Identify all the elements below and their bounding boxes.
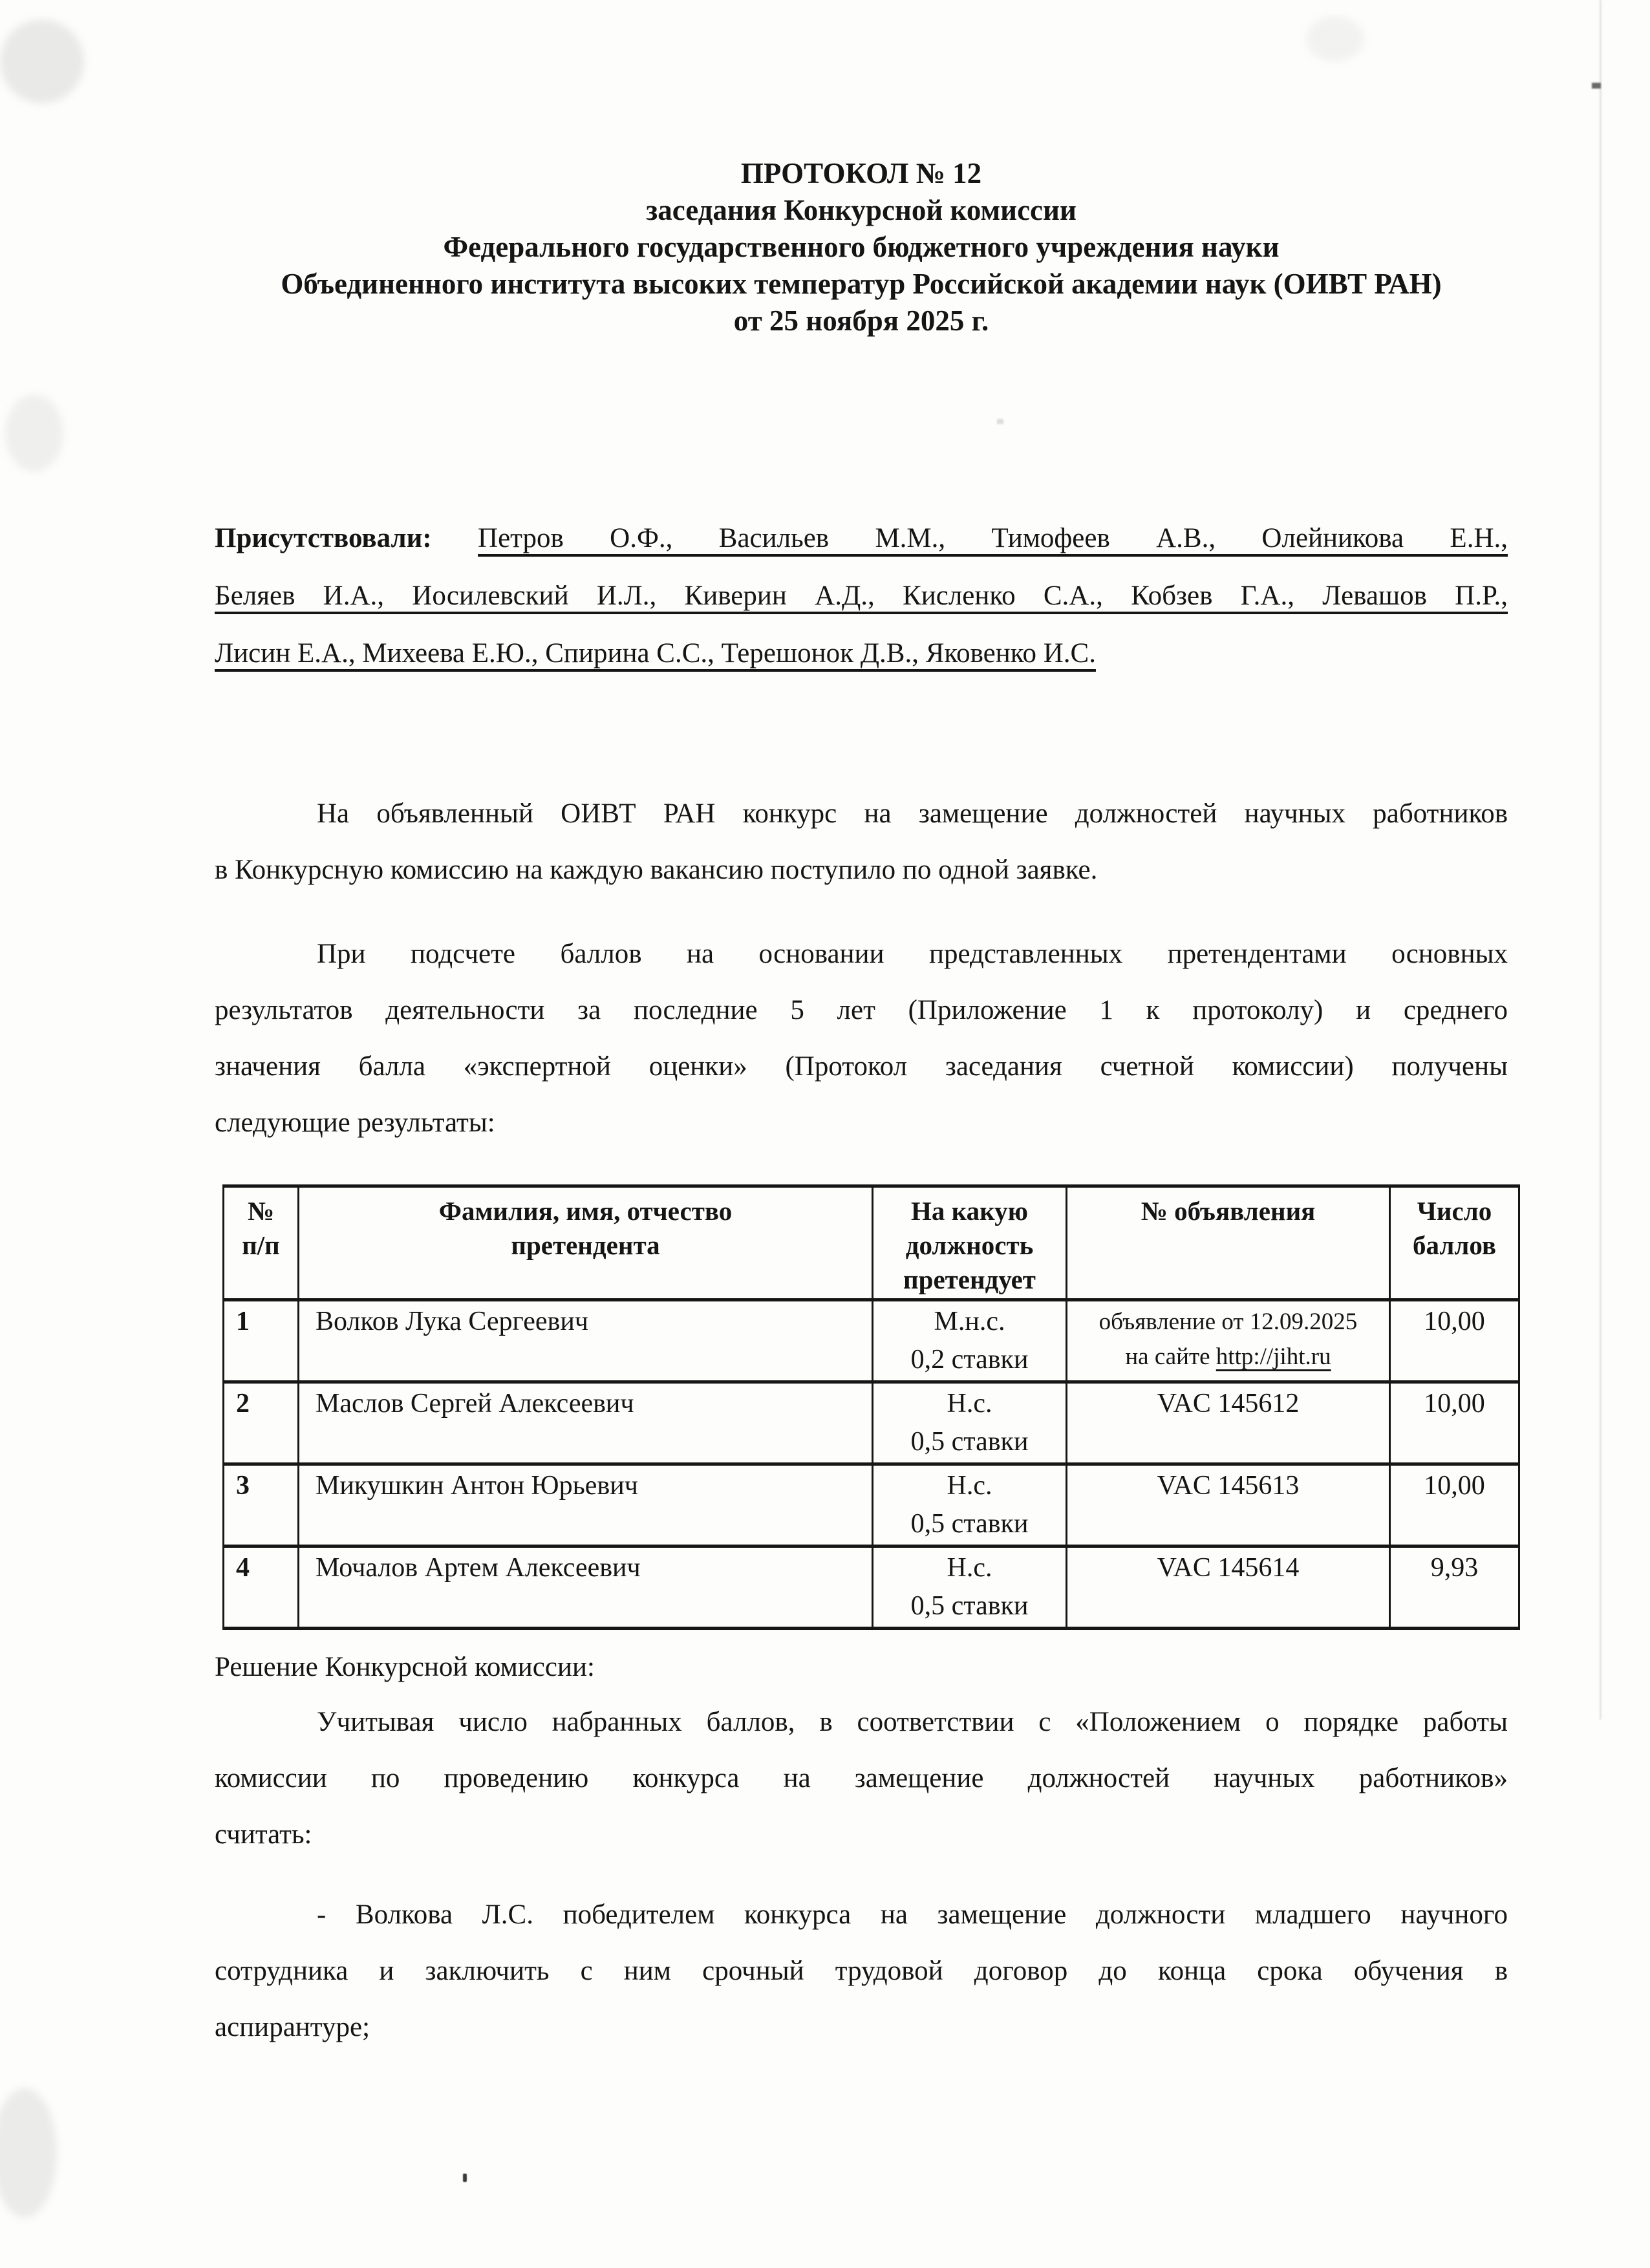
scan-smudge bbox=[5, 394, 63, 472]
paragraph-scoring bbox=[215, 926, 1508, 1151]
title-line: Федерального государственного бюджетного учреждения науки bbox=[443, 231, 1280, 263]
scan-speck bbox=[463, 2174, 467, 2182]
scan-smudge bbox=[0, 19, 84, 103]
paragraph-line: результатов деятельности за последние 5 лет (Приложение 1 к протоколу) и среднего bbox=[215, 995, 1508, 1025]
attendees-line bbox=[215, 567, 1508, 625]
row-number: 4 bbox=[224, 1546, 299, 1629]
paragraph-applications bbox=[215, 786, 1508, 898]
scan-speck bbox=[997, 419, 1003, 424]
position-cell: Н.с. 0,5 ставки bbox=[873, 1382, 1067, 1464]
attendees-names: Лисин Е.А., Михеева Е.Ю., Спирина С.С., Терешонок Д.В., Яковенко И.С. bbox=[215, 638, 1096, 669]
table-row bbox=[224, 1300, 1519, 1382]
attendees-line bbox=[215, 509, 1508, 567]
header-name: Фамилия, имя, отчество претендента bbox=[299, 1186, 873, 1300]
scan-edge-line bbox=[1600, 0, 1602, 1720]
candidate-name: Маслов Сергей Алексеевич bbox=[299, 1382, 873, 1464]
table-header-row bbox=[224, 1186, 1519, 1300]
header-position: На какую должность претендует bbox=[873, 1186, 1067, 1300]
paragraph-line: На объявленный ОИВТ РАН конкурс на замещение должностей научных работников bbox=[317, 798, 1508, 829]
score-cell: 10,00 bbox=[1390, 1464, 1519, 1546]
candidate-name: Волков Лука Сергеевич bbox=[299, 1300, 873, 1382]
paragraph-decision bbox=[215, 1694, 1508, 1863]
position-cell: Н.с. 0,5 ставки bbox=[873, 1464, 1067, 1546]
paragraph-line: - Волкова Л.С. победителем конкурса на замещение должности младшего научного bbox=[317, 1899, 1508, 1930]
position-cell: Н.с. 0,5 ставки bbox=[873, 1546, 1067, 1629]
jiht-site-link[interactable]: http://jiht.ru bbox=[1216, 1343, 1331, 1370]
title-line: заседания Конкурсной комиссии bbox=[646, 194, 1077, 226]
paragraph-line: сотрудника и заключить с ним срочный трудовой договор до конца срока обучения в bbox=[215, 1956, 1508, 1986]
paragraph-line: аспирантуре; bbox=[215, 2012, 370, 2042]
scan-smudge bbox=[1306, 16, 1364, 61]
attendees-names: Петров О.Ф., Васильев М.М., Тимофеев А.В., Олейникова Е.Н., bbox=[478, 523, 1508, 553]
row-number: 2 bbox=[224, 1382, 299, 1464]
paragraph-line: следующие результаты: bbox=[215, 1107, 495, 1138]
paragraph-line: комиссии по проведению конкурса на замещение должностей научных работников» bbox=[215, 1763, 1508, 1793]
announcement-cell: VAC 145613 bbox=[1067, 1464, 1390, 1546]
scan-smudge bbox=[0, 2088, 57, 2218]
header-number: № п/п bbox=[224, 1186, 299, 1300]
candidate-name: Мочалов Артем Алексеевич bbox=[299, 1546, 873, 1629]
announcement-cell: VAC 145612 bbox=[1067, 1382, 1390, 1464]
paragraph-line: в Конкурсную комиссию на каждую вакансию поступило по одной заявке. bbox=[215, 855, 1098, 885]
position-cell: М.н.с. 0,2 ставки bbox=[873, 1300, 1067, 1382]
results-table bbox=[222, 1184, 1520, 1630]
attendees-section bbox=[215, 509, 1508, 682]
announcement-cell: объявление от 12.09.2025 на сайте http://jiht.ru bbox=[1067, 1300, 1390, 1382]
paragraph-line: значения балла «экспертной оценки» (Протокол заседания счетной комиссии) получены bbox=[215, 1051, 1508, 1082]
table-row bbox=[224, 1546, 1519, 1629]
table-row bbox=[224, 1464, 1519, 1546]
row-number: 1 bbox=[224, 1300, 299, 1382]
score-cell: 10,00 bbox=[1390, 1300, 1519, 1382]
paragraph-line: При подсчете баллов на основании представленных претендентами основных bbox=[317, 939, 1508, 969]
table-row bbox=[224, 1382, 1519, 1464]
title-line: Объединенного института высоких температур Российской академии наук (ОИВТ РАН) bbox=[281, 268, 1442, 300]
row-number: 3 bbox=[224, 1464, 299, 1546]
header-announcement: № объявления bbox=[1067, 1186, 1390, 1300]
title-line: ПРОТОКОЛ № 12 bbox=[740, 157, 982, 189]
candidate-name: Микушкин Антон Юрьевич bbox=[299, 1464, 873, 1546]
paragraph-line: Учитывая число набранных баллов, в соответствии с «Положением о порядке работы bbox=[317, 1707, 1508, 1737]
paragraph-line: считать: bbox=[215, 1819, 312, 1850]
title-line: от 25 ноября 2025 г. bbox=[733, 305, 989, 337]
decision-heading: Решение Конкурсной комиссии: bbox=[215, 1652, 595, 1682]
attendees-label: Присутствовали: bbox=[215, 523, 432, 553]
score-cell: 9,93 bbox=[1390, 1546, 1519, 1629]
paragraph-winner bbox=[215, 1887, 1508, 2055]
score-cell: 10,00 bbox=[1390, 1382, 1519, 1464]
document-title bbox=[215, 155, 1508, 339]
announcement-cell: VAC 145614 bbox=[1067, 1546, 1390, 1629]
header-score: Число баллов bbox=[1390, 1186, 1519, 1300]
attendees-names: Беляев И.А., Иосилевский И.Л., Киверин А.Д., Кисленко С.А., Кобзев Г.А., Левашов П.Р., bbox=[215, 581, 1508, 611]
scan-mark bbox=[1592, 83, 1601, 89]
attendees-line bbox=[215, 625, 1508, 682]
